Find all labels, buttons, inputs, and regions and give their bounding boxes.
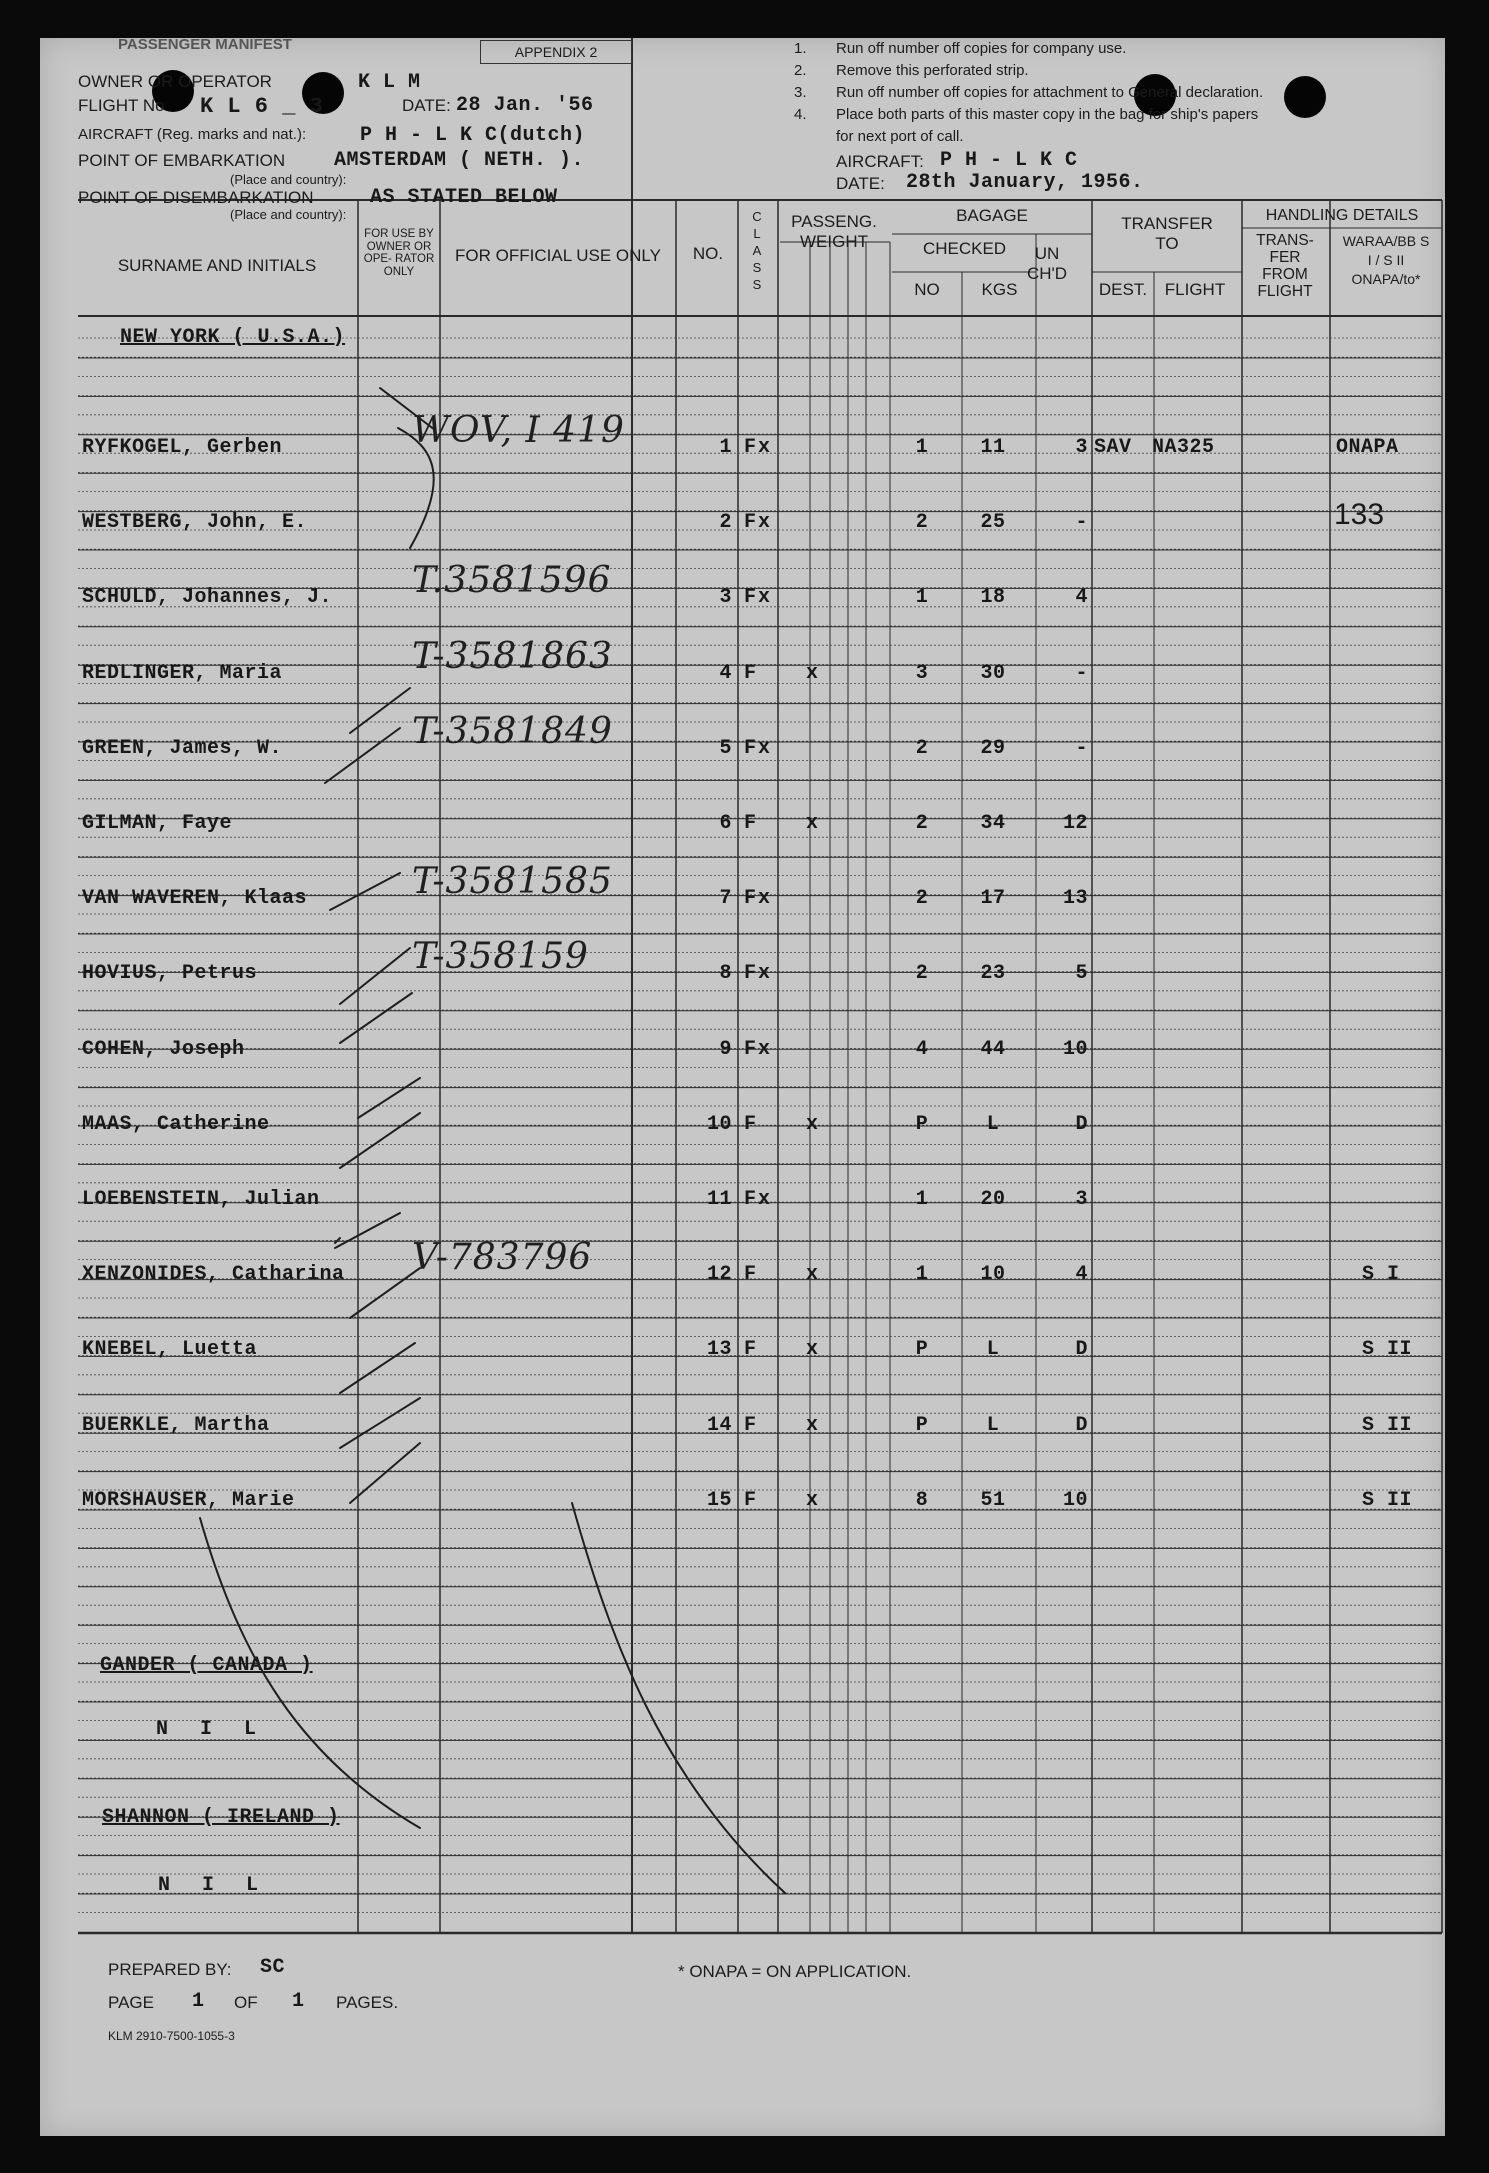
official-number: T-3581849: [412, 710, 613, 752]
bag-unchecked: 4: [1075, 586, 1088, 610]
bag-unchecked: -: [1075, 736, 1088, 760]
bag-kgs: 10: [980, 1263, 1006, 1287]
bag-kgs: 34: [980, 812, 1006, 835]
passenger-no: 15: [706, 1488, 732, 1512]
bag-unchecked: 10: [1062, 1488, 1088, 1512]
bag-count: 2: [915, 511, 929, 535]
disembarkation-value: AS STATED BELOW: [370, 186, 558, 209]
bag-unchecked: -: [1075, 661, 1088, 685]
instruction-number: 4.: [794, 106, 807, 123]
passenger-class: F: [744, 812, 757, 835]
bag-kgs: 30: [980, 661, 1006, 685]
passenger-class: F: [744, 1188, 757, 1211]
passenger-name: SCHULD, Johannes, J.: [82, 586, 333, 610]
bag-kgs: 51: [980, 1488, 1006, 1512]
passenger-name: HOVIUS, Petrus: [82, 962, 258, 986]
bag-count: 2: [915, 736, 929, 760]
col-transfer: TRANSFER TO: [1121, 214, 1213, 253]
passenger-weight: x: [806, 1338, 819, 1362]
col-dest: DEST.: [1098, 280, 1148, 299]
official-number: T.3581596: [412, 560, 612, 602]
passenger-name: GILMAN, Faye: [82, 812, 233, 835]
passenger-weight: x: [806, 1413, 819, 1437]
passenger-weight: x: [758, 736, 771, 760]
col-waraa: WARAA/BB S I / S II ONAPA/to*: [1342, 233, 1430, 287]
passenger-no: 13: [706, 1338, 732, 1362]
pages-label: PAGES.: [336, 1993, 399, 2012]
passenger-weight: x: [758, 1037, 771, 1061]
col-checked: CHECKED: [922, 239, 1007, 258]
of-label: OF: [234, 1993, 258, 2012]
passenger-name: COHEN, Joseph: [82, 1037, 245, 1061]
bag-unchecked: D: [1075, 1413, 1088, 1437]
passenger-name: BUERKLE, Martha: [82, 1413, 270, 1437]
bag-unchecked: 4: [1075, 1263, 1088, 1287]
section-shannon-nil: N I L: [158, 1874, 269, 1897]
passenger-weight: x: [758, 1188, 771, 1211]
passenger-name: KNEBEL, Luetta: [82, 1338, 258, 1362]
passenger-name: XENZONIDES, Catharina: [82, 1263, 345, 1287]
col-handling: HANDLING DETAILS: [1265, 207, 1419, 224]
passenger-class: F: [744, 661, 757, 685]
place-country-note: (Place and country):: [230, 172, 347, 187]
section-shannon: SHANNON ( IRELAND ): [102, 1806, 340, 1829]
passenger-class: F: [744, 962, 757, 986]
passenger-class: F: [744, 1338, 757, 1362]
bag-unchecked: 12: [1062, 812, 1088, 835]
passenger-name: MAAS, Catherine: [82, 1112, 270, 1136]
side-number: 133: [1334, 498, 1385, 531]
passenger-name: WESTBERG, John, E.: [82, 511, 308, 535]
bag-count: 3: [915, 661, 929, 685]
passenger-class: F: [744, 736, 757, 760]
bag-unchecked: 3: [1075, 436, 1088, 459]
passenger-no: 6: [719, 812, 732, 835]
passenger-weight: x: [758, 436, 771, 459]
passenger-weight: x: [806, 661, 819, 685]
bag-kgs: L: [986, 1112, 1000, 1136]
owner-value: K L M: [358, 71, 421, 94]
instruction-text: for next port of call.: [836, 128, 964, 145]
col-no: NO.: [692, 244, 724, 263]
col-flight: FLIGHT: [1164, 280, 1226, 299]
official-number: V-783796: [412, 1237, 593, 1279]
bag-count: 1: [915, 436, 929, 459]
passenger-name: LOEBENSTEIN, Julian: [82, 1188, 320, 1211]
page-label: PAGE: [108, 1993, 154, 2012]
passenger-weight: x: [758, 586, 771, 610]
onapa-note: * ONAPA = ON APPLICATION.: [678, 1962, 912, 1981]
bag-count: 8: [915, 1488, 929, 1512]
passenger-class: F: [744, 1413, 757, 1437]
prepared-value: SC: [260, 1956, 286, 1979]
official-number: WOV, I 419: [412, 410, 625, 451]
passenger-name: VAN WAVEREN, Klaas: [82, 887, 308, 911]
aircraft-value: P H - L K C(dutch): [360, 124, 586, 147]
passenger-name: GREEN, James, W.: [82, 736, 283, 760]
bag-kgs: L: [986, 1338, 1000, 1362]
col-class: C L A S S: [752, 209, 762, 292]
col-checked-no: NO: [914, 280, 940, 299]
bag-unchecked: 3: [1075, 1188, 1088, 1211]
col-unchd: UN CH'D: [1026, 244, 1068, 283]
embarkation-value: AMSTERDAM ( NETH. ).: [334, 149, 585, 172]
bag-unchecked: D: [1075, 1338, 1088, 1362]
passenger-weight: x: [806, 1263, 819, 1287]
section-new-york: NEW YORK ( U.S.A.): [120, 326, 346, 349]
passenger-weight: x: [758, 962, 771, 986]
col-surname: SURNAME AND INITIALS: [117, 256, 317, 275]
col-checked-kgs: KGS: [981, 280, 1018, 299]
embarkation-label: POINT OF EMBARKATION: [78, 151, 286, 170]
bag-count: 1: [915, 1188, 929, 1211]
appendix-box: APPENDIX 2: [480, 40, 632, 64]
manifest-sheet: [40, 38, 1445, 2136]
bag-kgs: 44: [980, 1037, 1006, 1061]
passenger-no: 3: [719, 586, 732, 610]
passenger-name: RYFKOGEL, Gerben: [82, 436, 283, 459]
col-official: FOR OFFICIAL USE ONLY: [455, 246, 661, 265]
passenger-no: 8: [719, 962, 732, 986]
bag-unchecked: 5: [1075, 962, 1088, 986]
instr-aircraft-value: P H - L K C: [940, 149, 1078, 172]
instruction-text: Run off number off copies for attachment to General declaration.: [836, 84, 1264, 101]
passenger-class: F: [744, 1112, 757, 1136]
prepared-label: PREPARED BY:: [108, 1960, 232, 1979]
passenger-no: 14: [706, 1413, 732, 1437]
passenger-weight: x: [758, 887, 771, 911]
date-label: DATE:: [402, 96, 451, 115]
date-value: 28 Jan. '56: [456, 94, 594, 117]
owner-label: OWNER OR OPERATOR: [78, 72, 272, 91]
bag-count: 1: [915, 1263, 929, 1287]
bag-kgs: 11: [980, 436, 1006, 459]
flight-value: K L 6 _ 3: [200, 94, 324, 119]
passenger-no: 1: [719, 436, 732, 459]
passenger-class: F: [744, 1263, 757, 1287]
section-gander-nil: N I L: [156, 1718, 267, 1741]
passenger-weight: x: [806, 1112, 819, 1136]
instruction-text: Remove this perforated strip.: [836, 62, 1029, 79]
passenger-no: 11: [706, 1188, 732, 1211]
passenger-class: F: [744, 887, 757, 911]
bag-count: 2: [915, 962, 929, 986]
bag-count: 1: [915, 586, 929, 610]
bag-kgs: 23: [980, 962, 1006, 986]
flight-label: FLIGHT No: [78, 96, 165, 115]
passenger-no: 12: [706, 1263, 732, 1287]
official-number: T-3581863: [412, 635, 613, 677]
passenger-weight: x: [806, 812, 819, 835]
bag-count: P: [915, 1413, 929, 1437]
col-weight: PASSENG. WEIGHT: [791, 212, 877, 251]
punch-hole: [1284, 76, 1326, 118]
bag-count: P: [915, 1338, 929, 1362]
transfer-flight: NA325: [1152, 436, 1215, 459]
handling-detail: S II: [1362, 1488, 1413, 1512]
handling-detail: S II: [1362, 1338, 1413, 1362]
passenger-class: F: [744, 511, 757, 535]
bag-kgs: 29: [980, 736, 1006, 760]
instruction-number: 2.: [794, 62, 807, 79]
passenger-name: MORSHAUSER, Marie: [82, 1488, 295, 1512]
bag-kgs: 20: [980, 1188, 1006, 1211]
official-number: T-3581585: [412, 861, 613, 903]
passenger-no: 2: [719, 511, 732, 535]
form-title: PASSENGER MANIFEST: [118, 36, 292, 53]
bag-unchecked: 13: [1062, 887, 1088, 911]
bag-count: P: [915, 1112, 929, 1136]
passenger-class: F: [744, 1037, 757, 1061]
handling-detail: S I: [1362, 1263, 1400, 1287]
form-code: KLM 2910-7500-1055-3: [108, 2029, 235, 2043]
bag-kgs: 25: [980, 511, 1006, 535]
bag-kgs: 18: [980, 586, 1006, 610]
transfer-dest: SAV: [1094, 436, 1132, 459]
handling-detail: ONAPA: [1336, 436, 1399, 459]
passenger-no: 10: [706, 1112, 732, 1136]
passenger-class: F: [744, 436, 757, 459]
passenger-name: REDLINGER, Maria: [82, 661, 283, 685]
passenger-class: F: [744, 1488, 757, 1512]
bag-unchecked: -: [1075, 511, 1088, 535]
instruction-text: Place both parts of this master copy in the bag for ship's papers: [836, 106, 1259, 123]
passenger-no: 7: [719, 887, 732, 911]
page-number: 1: [192, 1990, 205, 2013]
instruction-number: 1.: [794, 40, 807, 57]
bag-unchecked: D: [1075, 1112, 1088, 1136]
page-total: 1: [292, 1990, 305, 2013]
passenger-weight: x: [758, 511, 771, 535]
section-gander: GANDER ( CANADA ): [100, 1654, 313, 1677]
bag-count: 2: [915, 887, 929, 911]
col-owner-use: FOR USE BY OWNER OR OPE- RATOR ONLY: [363, 228, 435, 278]
official-number: T-358159: [412, 936, 589, 978]
bag-count: 4: [915, 1037, 929, 1061]
passenger-no: 9: [719, 1037, 732, 1061]
aircraft-label: AIRCRAFT (Reg. marks and nat.):: [78, 126, 307, 143]
passenger-class: F: [744, 586, 757, 610]
place-country-note: (Place and country):: [230, 207, 347, 222]
instruction-number: 3.: [794, 84, 807, 101]
bag-kgs: 17: [980, 887, 1006, 911]
bag-count: 2: [915, 812, 929, 835]
bag-unchecked: 10: [1062, 1037, 1088, 1061]
bag-kgs: L: [986, 1413, 1000, 1437]
instr-date-value: 28th January, 1956.: [906, 171, 1144, 194]
disembarkation-label: POINT OF DISEMBARKATION: [78, 188, 314, 207]
col-transfer-from: TRANS- FER FROM FLIGHT: [1256, 232, 1314, 300]
passenger-no: 5: [719, 736, 732, 760]
passenger-weight: x: [806, 1488, 819, 1512]
instruction-text: Run off number off copies for company use.: [836, 40, 1127, 57]
handling-detail: S II: [1362, 1413, 1413, 1437]
instr-aircraft-label: AIRCRAFT:: [836, 152, 924, 171]
col-bagage: BAGAGE: [956, 206, 1028, 225]
instr-date-label: DATE:: [836, 174, 885, 193]
passenger-no: 4: [719, 661, 732, 685]
